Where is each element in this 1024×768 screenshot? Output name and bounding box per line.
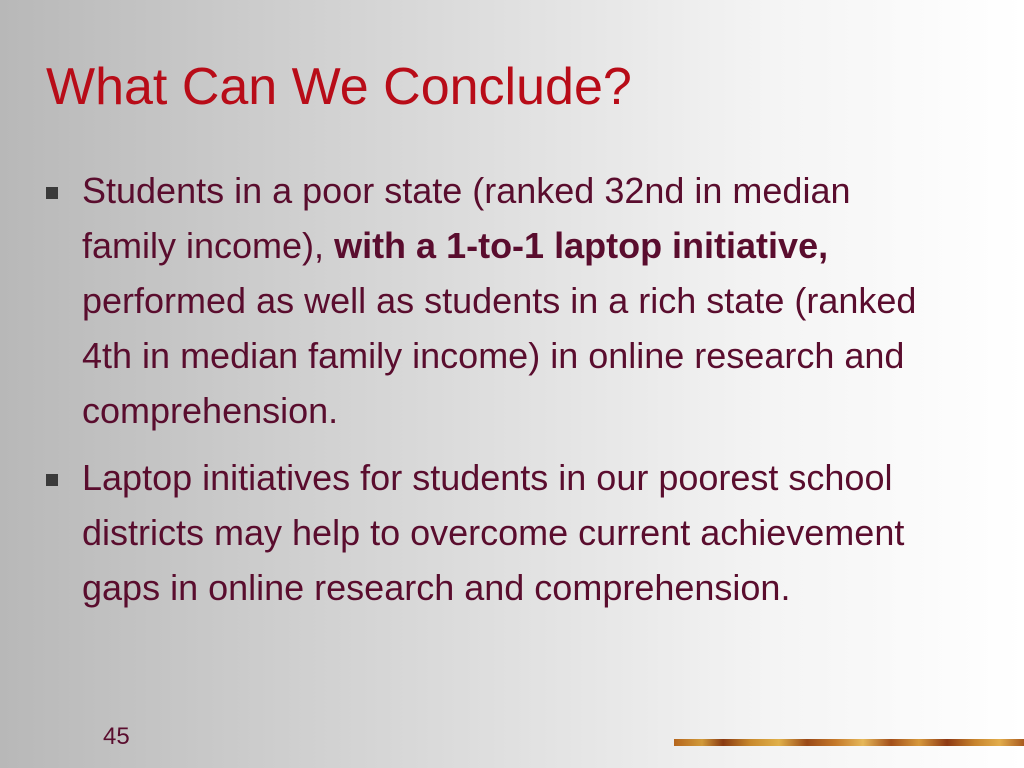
bullet-text-plain-end: performed as well as students in a rich state (ranked 4th in median family income) in online research and comprehension.: [82, 280, 917, 431]
bullet-item-1: [40, 163, 940, 438]
slide-title: What Can We Conclude?: [46, 58, 632, 116]
square-bullet-icon: [46, 474, 58, 486]
bullet-text-plain: Students in a poor state (ranked 32nd in median family income),: [82, 170, 851, 266]
bullet-list: [40, 163, 940, 627]
decorative-footer-bar: [674, 739, 1024, 746]
bullet-text-plain: Laptop initiatives for students in our poorest school districts may help to overcome current achievement gaps in online research and comprehension.: [82, 457, 905, 608]
bullet-text: [82, 457, 904, 608]
bullet-text-bold: with a 1-to-1 laptop initiative,: [334, 225, 829, 266]
square-bullet-icon: [46, 187, 58, 199]
bullet-item-2: [40, 450, 940, 615]
bullet-text: [82, 170, 916, 431]
slide-number: 45: [103, 723, 130, 750]
